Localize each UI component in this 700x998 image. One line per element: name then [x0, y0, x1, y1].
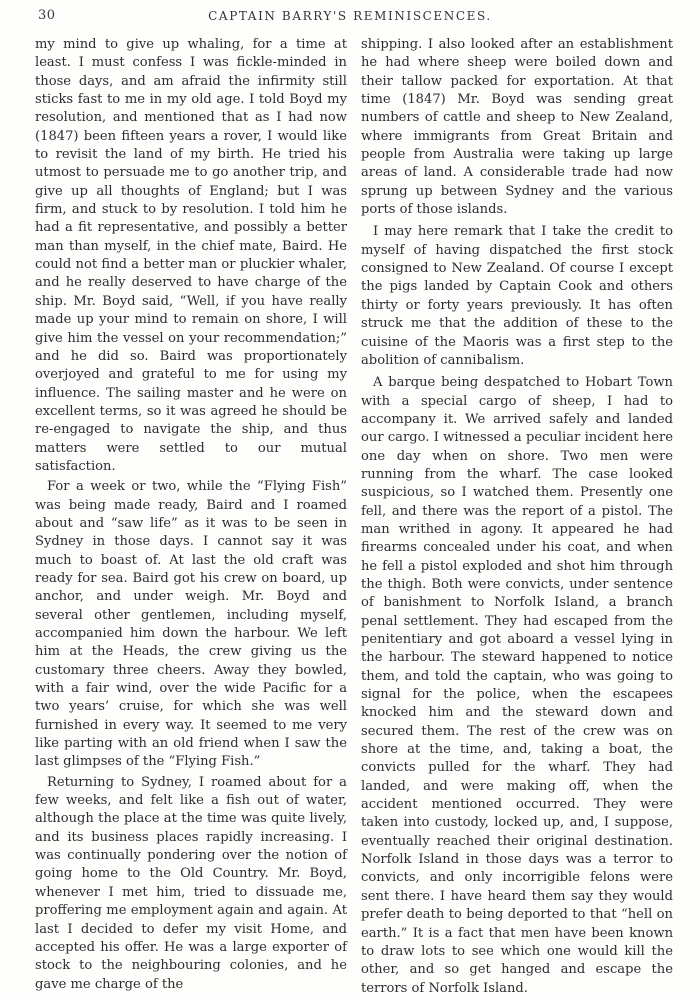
paragraph: A barque being despatched to Hobart Town with a special cargo of sheep, I had to accompany it. We arrived safely and landed our cargo. I witnessed a peculiar incident here one day when on shore. Two men were running from the wharf. The case looked suspicious, so I watched them. Presently one fell, and there was the report of a pistol. The man writhed in agony. It appeared he had firearms concealed under his coat, and when he fell a pistol exploded and shot him through the thigh. Both were convicts, under sentence of banishment to Norfolk Island, a branch penal settlement. They had escaped from the penitentiary and got aboard a vessel lying in the harbour. The steward happened to notice them, and told the captain, who was going to signal for the police, when the escapees knocked him and the steward down and secured them. The rest of the crew was on shore at the time, and, taking a boat, the convicts pulled for the wharf. They had landed, and were making off, when the accident mentioned occurred. They were taken into custody, locked up, and, I suppose, eventually reached their original destination. Norfolk Island in those days was a terror to convicts, and only incorrigible felons were sent there. I have heard them say they would prefer death to being deported to that “hell on earth.” It is a fact that men have been known to draw lots to see which one would kill the other, and so get hanged and escape the terrors of Norfolk Island.: [361, 375, 673, 996]
paragraph: For a week or two, while the “Flying Fish” was being made ready, Baird and I roamed about and “saw life” as it was to be seen in Sydney in those days. I cannot say it was much to boast of. At last the old craft was ready for sea. Baird got his crew on board, up anchor, and under weigh. Mr. Boyd and several other gentlemen, including myself, accompanied him down the harbour. We left him at the Heads, the crew giving us the customary three cheers. Away they bowled, with a fair wind, over the wide Pacific for a two years’ cruise, for which she was well furnished in every way. It seemed to me very like parting with an old friend when I saw the last glimpses of the “Flying Fish.”: [35, 479, 347, 770]
right-column: [361, 36, 673, 998]
page-number: 30: [38, 8, 56, 23]
paragraph: Returning to Sydney, I roamed about for a few weeks, and felt like a fish out of water, although the place at the time was quite lively, and its business places rapidly increasing. I was continually pondering over the notion of going home to the Old Country. Mr. Boyd, whenever I met him, tried to dissuade me, proffering me employment again and again. At last I decided to defer my visit Home, and accepted his offer. He was a large exporter of stock to the neighbouring colonies, and he gave me charge of the: [35, 774, 347, 992]
paragraph: shipping. I also looked after an establishment he had where sheep were boiled down and their tallow packed for exportation. At that time (1847) Mr. Boyd was sending great numbers of cattle and sheep to New Zealand, where immigrants from Great Britain and people from Australia were taking up large areas of land. A considerable trade had now sprung up between Sydney and the various ports of those islands.: [361, 37, 673, 218]
paragraph: my mind to give up whaling, for a time at least. I must confess I was fickle-minded in those days, and am afraid the infirmity still sticks fast to me in my old age. I told Boyd my resolution, and mentioned that as I had now (1847) been fifteen years a rover, I would like to revisit the land of my birth. He tried his utmost to persuade me to go another trip, and give up all thoughts of England; but I was firm, and stuck to by resolution. I told him he had a fit representative, and possibly a better man than myself, in the chief mate, Baird. He could not find a better man or pluckier whaler, and he really deserved to have charge of the ship. Mr. Boyd said, “Well, if you have really made up your mind to remain on shore, I will give him the vessel on your recommendation;” and he did so. Baird was proportionately overjoyed and grateful to me for using my influence. The sailing master and he were on excellent terms, so it was agreed he should be re-engaged to navigate the ship, and thus matters were settled to our mutual satisfaction.: [35, 37, 347, 474]
left-column: [35, 36, 347, 994]
running-title: CAPTAIN BARRY'S REMINISCENCES.: [208, 9, 492, 23]
page-header: [38, 8, 662, 28]
paragraph: I may here remark that I take the credit to myself of having dispatched the first stock consigned to New Zealand. Of course I except the pigs landed by Captain Cook and others thirty or forty years previously. It has often struck me that the addition of these to the cuisine of the Maoris was a first step to the abolition of cannibalism.: [361, 224, 673, 368]
